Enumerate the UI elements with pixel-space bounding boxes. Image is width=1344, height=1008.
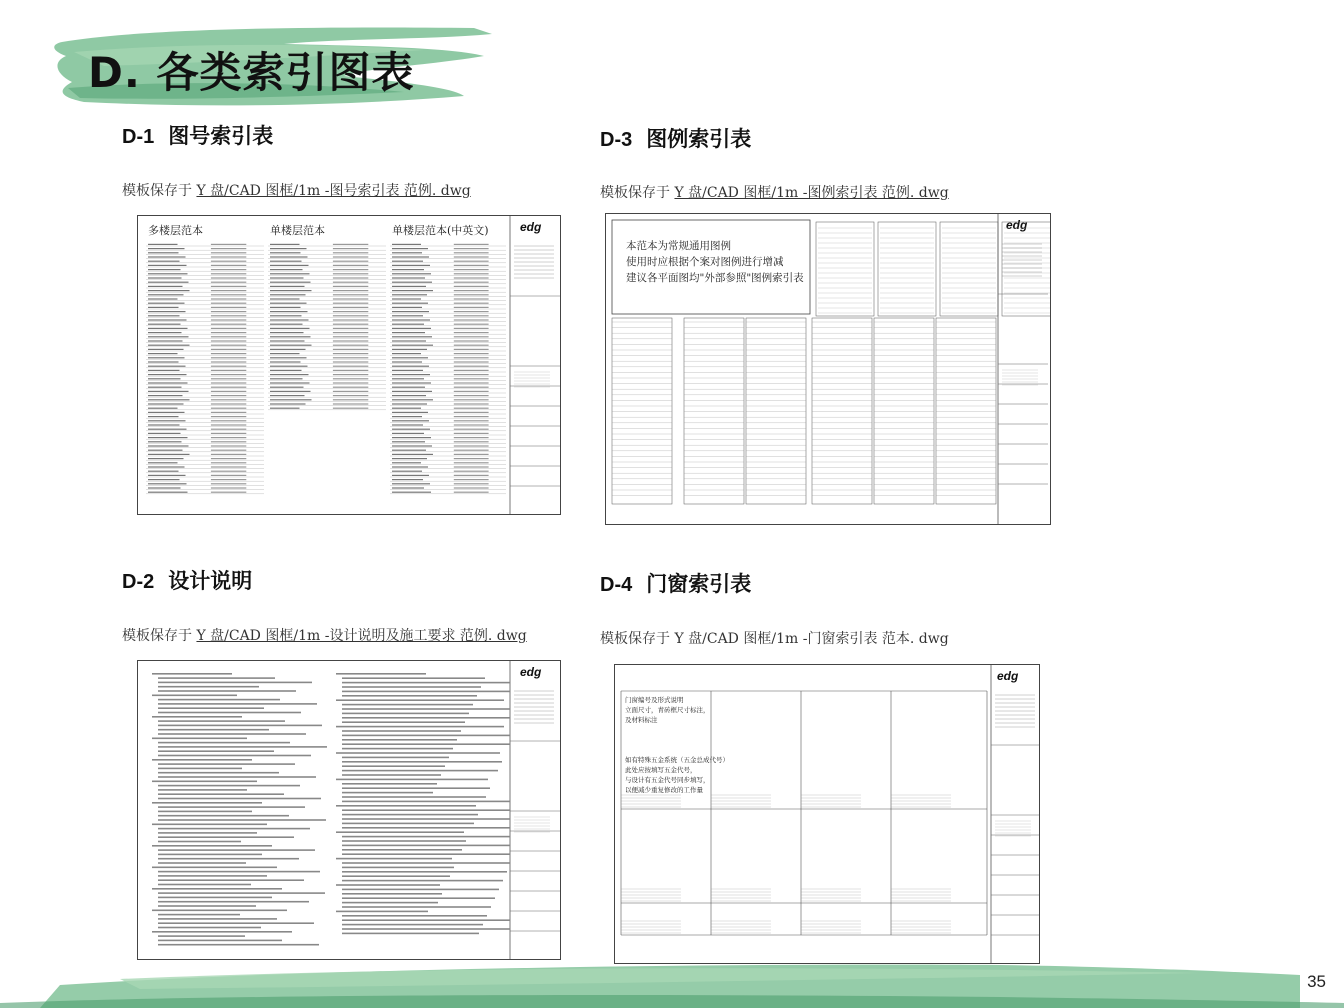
path-prefix: 模板保存于 — [122, 183, 192, 199]
edg-logo: edg — [997, 669, 1019, 683]
note-line: 以便减少重复修改的工作量 — [625, 786, 703, 794]
note-line: 本范本为常规通用图例 — [626, 240, 731, 252]
d2-sheet-lines — [138, 661, 560, 959]
d3-sheet-lines — [606, 214, 1050, 524]
section-name: 图例索引表 — [646, 127, 752, 151]
section-d1-path — [122, 180, 471, 200]
note-line: 门窗编号及形式说明 — [625, 696, 684, 704]
path-file[interactable]: Y 盘/CAD 图框/1m -设计说明及施工要求 范例. dwg — [196, 628, 527, 644]
section-code: D-2 — [122, 571, 155, 593]
d2-drawing-thumbnail[interactable] — [137, 660, 561, 960]
note-line: 与设计有五金代号同步填写， — [625, 776, 710, 784]
section-name: 门窗索引表 — [646, 572, 752, 596]
page-number: 35 — [1307, 972, 1326, 991]
edg-logo: edg — [520, 220, 542, 234]
note-line: 此处应按填写五金代号， — [625, 766, 697, 774]
footer-brush-stroke — [0, 945, 1344, 1008]
page-title: D. 各类索引图表 — [88, 48, 415, 97]
section-name: 设计说明 — [168, 569, 253, 593]
section-code: D-4 — [600, 574, 633, 596]
section-code: D-3 — [600, 129, 633, 151]
section-d1-heading — [122, 120, 273, 150]
d4-sheet-lines — [615, 665, 1039, 963]
path-prefix: 模板保存于 — [600, 631, 670, 647]
section-d4-path — [600, 628, 949, 648]
path-prefix: 模板保存于 — [600, 185, 670, 201]
note-line: 立面尺寸，青砖框尺寸标注， — [625, 706, 710, 714]
d1-drawing-thumbnail[interactable] — [137, 215, 561, 515]
d1-sheet-lines — [138, 216, 560, 514]
path-file[interactable]: Y 盘/CAD 图框/1m -门窗索引表 范本. dwg — [674, 631, 949, 647]
section-d2-heading — [122, 565, 252, 595]
path-file[interactable]: Y 盘/CAD 图框/1m -图号索引表 范例. dwg — [196, 183, 471, 199]
d3-drawing-thumbnail[interactable] — [605, 213, 1051, 525]
edg-logo: edg — [1006, 218, 1028, 232]
section-d2-path — [122, 625, 527, 645]
section-name: 图号索引表 — [168, 124, 274, 148]
edg-logo: edg — [520, 665, 542, 679]
d4-drawing-thumbnail[interactable] — [614, 664, 1040, 964]
note-line: 建议各平面图均"外部参照"图例索引表 — [626, 272, 804, 284]
note-line: 使用时应根据个案对图例进行增减 — [626, 256, 784, 268]
note-line: 如有特殊五金系统（五金总成代号） — [625, 756, 729, 764]
section-d3-heading — [600, 123, 751, 153]
col-title: 多楼层范本 — [148, 224, 203, 237]
col-title: 单楼层范本 — [270, 224, 325, 237]
section-d3-path — [600, 182, 949, 202]
path-file[interactable]: Y 盘/CAD 图框/1m -图例索引表 范例. dwg — [674, 185, 949, 201]
note-line: 及材料标注 — [625, 716, 658, 724]
col-title: 单楼层范本(中英文) — [392, 224, 489, 237]
section-d4-heading — [600, 568, 751, 598]
path-prefix: 模板保存于 — [122, 628, 192, 644]
section-code: D-1 — [122, 126, 155, 148]
